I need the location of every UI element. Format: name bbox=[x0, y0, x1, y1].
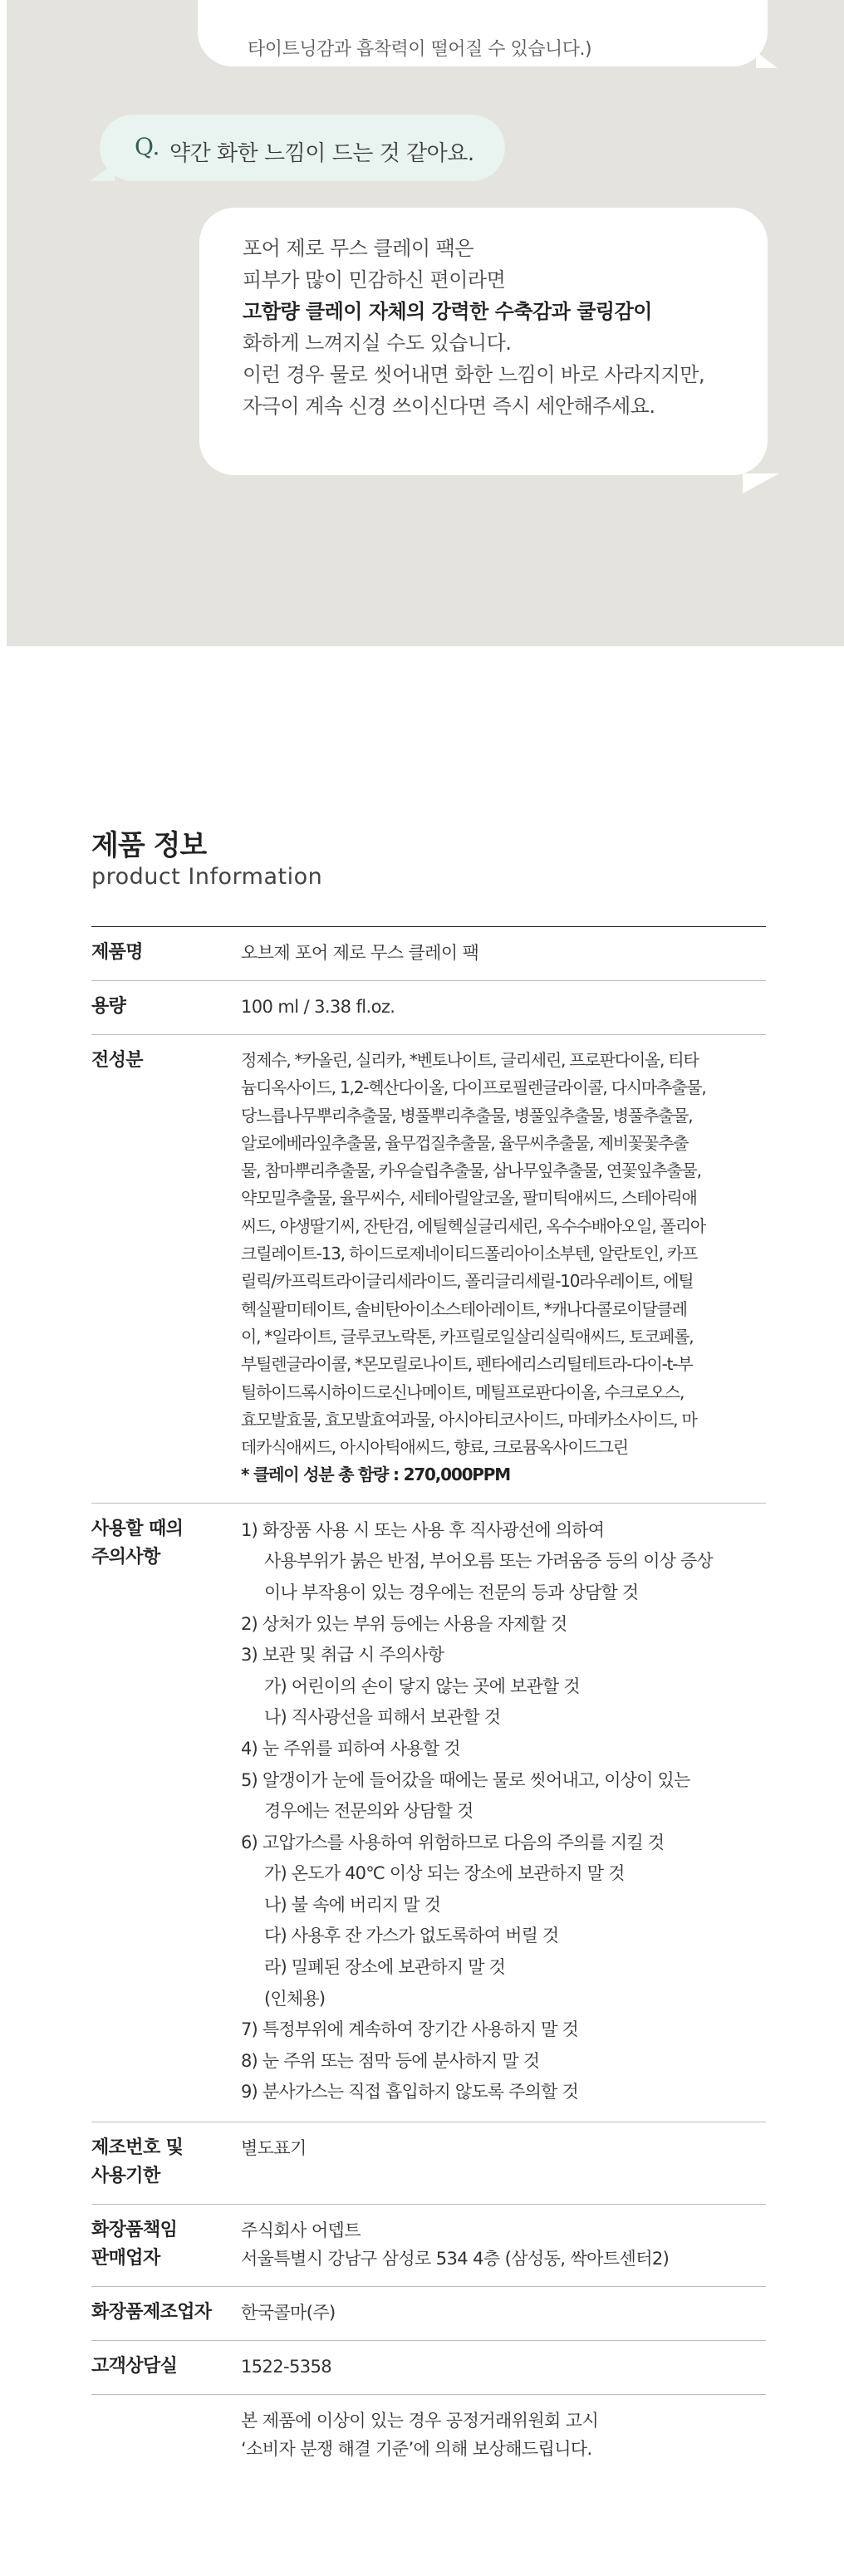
caution-line: 4) 눈 주위를 피하여 사용할 것 bbox=[241, 1738, 460, 1759]
ingredient-line: 알로에베라잎추출물, 율무껍질추출물, 율무씨추출물, 제비꽃꽃추출 bbox=[241, 1132, 689, 1153]
caution-line: 8) 눈 주위 또는 점막 등에 분사하지 말 것 bbox=[241, 2050, 540, 2071]
mfg-label-line-2: 사용기한 bbox=[91, 2166, 160, 2187]
mfg-label bbox=[91, 2122, 241, 2205]
compensation-line-1: 본 제품에 이상이 있는 경우 공정거래위원회 고시 bbox=[241, 2411, 599, 2431]
previous-answer-bubble bbox=[198, 0, 768, 66]
ingredient-line: 크릴레이트-13, 하이드로제네이티드폴리아이소부텐, 알란토인, 카프 bbox=[241, 1244, 698, 1264]
table-row bbox=[91, 2122, 766, 2205]
seller-address: 서울특별시 강남구 삼성로 534 4층 (삼성동, 싹아트센터2) bbox=[241, 2249, 670, 2269]
question-text: 약간 화한 느낌이 드는 것 같아요. bbox=[169, 141, 474, 166]
caution-line: 6) 고압가스를 사용하여 위험하므로 다음의 주의를 지킬 것 bbox=[241, 1832, 665, 1852]
caution-line: 2) 상처가 있는 부위 등에는 사용을 자제할 것 bbox=[241, 1613, 567, 1634]
customer-service-label: 고객상담실 bbox=[91, 2341, 241, 2395]
caution-line: (인체용) bbox=[264, 1988, 326, 2009]
caution-label-line-2: 주의사항 bbox=[91, 1546, 160, 1568]
caution-label bbox=[91, 1503, 241, 2122]
caution-line: 나) 불 속에 버리지 말 것 bbox=[264, 1894, 441, 1915]
question-bubble bbox=[100, 115, 505, 181]
mfg-label-line-1: 제조번호 및 bbox=[91, 2137, 184, 2159]
caution-value bbox=[241, 1503, 766, 2122]
table-row bbox=[91, 1503, 766, 2122]
table-row bbox=[91, 2395, 766, 2477]
ingredient-line: 씨드, 야생딸기씨, 잔탄검, 에틸헥실글리세린, 옥수수배아오일, 폴리아 bbox=[241, 1215, 705, 1236]
ingredient-line: 약모밀추출물, 율무씨수, 세테아릴알코올, 팔미틱애씨드, 스테아릭애 bbox=[241, 1188, 697, 1209]
ingredient-line: 헥실팔미테이트, 솔비탄아이소스테아레이트, *캐나다콜로이달클레 bbox=[241, 1298, 687, 1319]
caution-line: 5) 알갱이가 눈에 들어갔을 때에는 물로 씻어내고, 이상이 있는 bbox=[241, 1769, 690, 1790]
maker-label: 화장품제조업자 bbox=[91, 2287, 241, 2341]
ingredient-line: 릴릭/카프릭트라이글리세라이드, 폴리글리세릴-10라우레이트, 에틸 bbox=[241, 1271, 694, 1292]
faq-panel bbox=[7, 0, 844, 646]
ingredient-line: 데카식애씨드, 아시아틱애씨드, 향료, 크로뮴옥사이드그린 bbox=[241, 1437, 628, 1458]
table-row bbox=[91, 2341, 766, 2395]
ingredient-line: 틸하이드록시하이드로신나메이트, 메틸프로판다이올, 수크로오스, bbox=[241, 1381, 685, 1402]
answer-bubble bbox=[199, 208, 768, 475]
caution-line: 3) 보관 및 취급 시 주의사항 bbox=[241, 1645, 444, 1666]
table-row bbox=[91, 2287, 766, 2341]
caution-line: 경우에는 전문의와 상담할 것 bbox=[264, 1801, 474, 1822]
answer-line: 고함량 클레이 자체의 강력한 수축감과 쿨링감이 bbox=[243, 300, 652, 323]
seller-name: 주식회사 어뎁트 bbox=[241, 2220, 361, 2241]
seller-value bbox=[241, 2205, 766, 2287]
ingredient-line: 부틸렌글라이콜, *몬모릴로나이트, 펜타에리스리틸테트라-다이-t-부 bbox=[241, 1354, 693, 1375]
table-row bbox=[91, 1035, 766, 1504]
previous-answer-tail: 타이트닝감과 흡착력이 떨어질 수 있습니다.) bbox=[248, 39, 592, 60]
caution-line: 가) 온도가 40℃ 이상 되는 장소에 보관하지 말 것 bbox=[264, 1863, 625, 1884]
ingredient-line: 정제수, *카올린, 실리카, *벤토나이트, 글리세린, 프로판다이올, 티타 bbox=[241, 1050, 699, 1070]
question-mark: Q. bbox=[135, 133, 160, 160]
product-info-title: 제품 정보 bbox=[91, 829, 207, 862]
caution-line: 1) 화장품 사용 시 또는 사용 후 직사광선에 의하여 bbox=[241, 1519, 605, 1540]
table-row bbox=[91, 981, 766, 1035]
caution-label-line-1: 사용할 때의 bbox=[91, 1518, 184, 1539]
answer-line: 이런 경우 물로 씻어내면 화한 느낌이 바로 사라지지만, bbox=[243, 363, 705, 386]
ingredient-line: 효모발효물, 효모발효여과물, 아시아티코사이드, 마데카소사이드, 마 bbox=[241, 1409, 697, 1430]
ingredients-value bbox=[241, 1035, 766, 1504]
caution-line: 가) 어린이의 손이 닿지 않는 곳에 보관할 것 bbox=[264, 1676, 580, 1696]
seller-label bbox=[91, 2205, 241, 2287]
product-info-table bbox=[91, 926, 766, 2476]
caution-line: 이나 부작용이 있는 경우에는 전문의 등과 상담할 것 bbox=[264, 1582, 639, 1602]
mfg-value: 별도표기 bbox=[241, 2122, 766, 2205]
seller-label-line-2: 판매업자 bbox=[91, 2248, 160, 2269]
product-info-subtitle: product Information bbox=[91, 864, 323, 890]
table-row bbox=[91, 2205, 766, 2287]
ingredient-line: 늄디옥사이드, 1,2-헥산다이올, 다이프로필렌글라이콜, 다시마추출물, bbox=[241, 1077, 706, 1098]
answer-line: 포어 제로 무스 클레이 팩은 bbox=[243, 237, 474, 260]
caution-line: 9) 분사가스는 직접 흡입하지 않도록 주의할 것 bbox=[241, 2082, 578, 2103]
ingredient-line: 당느릅나무뿌리추출물, 병풀뿌리추출물, 병풀잎추출물, 병풀추출물, bbox=[241, 1105, 693, 1126]
ingredient-line: 물, 참마뿌리추출물, 카우슬립추출물, 삼나무잎추출물, 연꽃잎추출물, bbox=[241, 1160, 701, 1181]
caution-list bbox=[241, 1515, 766, 2108]
compensation-line-2: ‘소비자 분쟁 해결 기준’에 의해 보상해드립니다. bbox=[241, 2439, 592, 2460]
caution-line: 라) 밀폐된 장소에 보관하지 말 것 bbox=[264, 1957, 506, 1978]
maker-value: 한국콜마(주) bbox=[241, 2287, 766, 2341]
volume-value: 100 ml / 3.38 fl.oz. bbox=[241, 981, 766, 1035]
caution-line: 사용부위가 붉은 반점, 부어오름 또는 가려움증 등의 이상 증상 bbox=[264, 1551, 714, 1572]
seller-label-line-1: 화장품책임 bbox=[91, 2220, 178, 2241]
ingredient-line: 이, *일라이트, 글루코노락톤, 카프릴로일살리실릭애씨드, 토코페롤, bbox=[241, 1326, 694, 1347]
caution-line: 나) 직사광선을 피해서 보관할 것 bbox=[264, 1707, 501, 1728]
answer-line: 자극이 계속 신경 쓰이신다면 즉시 세안해주세요. bbox=[243, 395, 655, 418]
caution-line: 7) 특정부위에 계속하여 장기간 사용하지 말 것 bbox=[241, 2019, 578, 2040]
table-row bbox=[91, 927, 766, 981]
ingredient-list bbox=[241, 1047, 766, 1461]
answer-line: 피부가 많이 민감하신 편이라면 bbox=[243, 268, 506, 292]
volume-label: 용량 bbox=[91, 981, 241, 1035]
ingredients-label: 전성분 bbox=[91, 1035, 241, 1504]
ingredient-note: * 클레이 성분 총 함량 : 270,000PPM bbox=[241, 1465, 510, 1485]
product-name-label: 제품명 bbox=[91, 927, 241, 981]
caution-line: 다) 사용후 잔 가스가 없도록하여 버릴 것 bbox=[264, 1926, 559, 1946]
product-name-value: 오브제 포어 제로 무스 클레이 팩 bbox=[241, 927, 766, 981]
compensation-label bbox=[91, 2395, 241, 2477]
answer-line: 화하게 느껴지실 수도 있습니다. bbox=[243, 331, 512, 355]
answer-text bbox=[243, 233, 704, 422]
customer-service-value: 1522-5358 bbox=[241, 2341, 766, 2395]
compensation-value bbox=[241, 2395, 766, 2477]
